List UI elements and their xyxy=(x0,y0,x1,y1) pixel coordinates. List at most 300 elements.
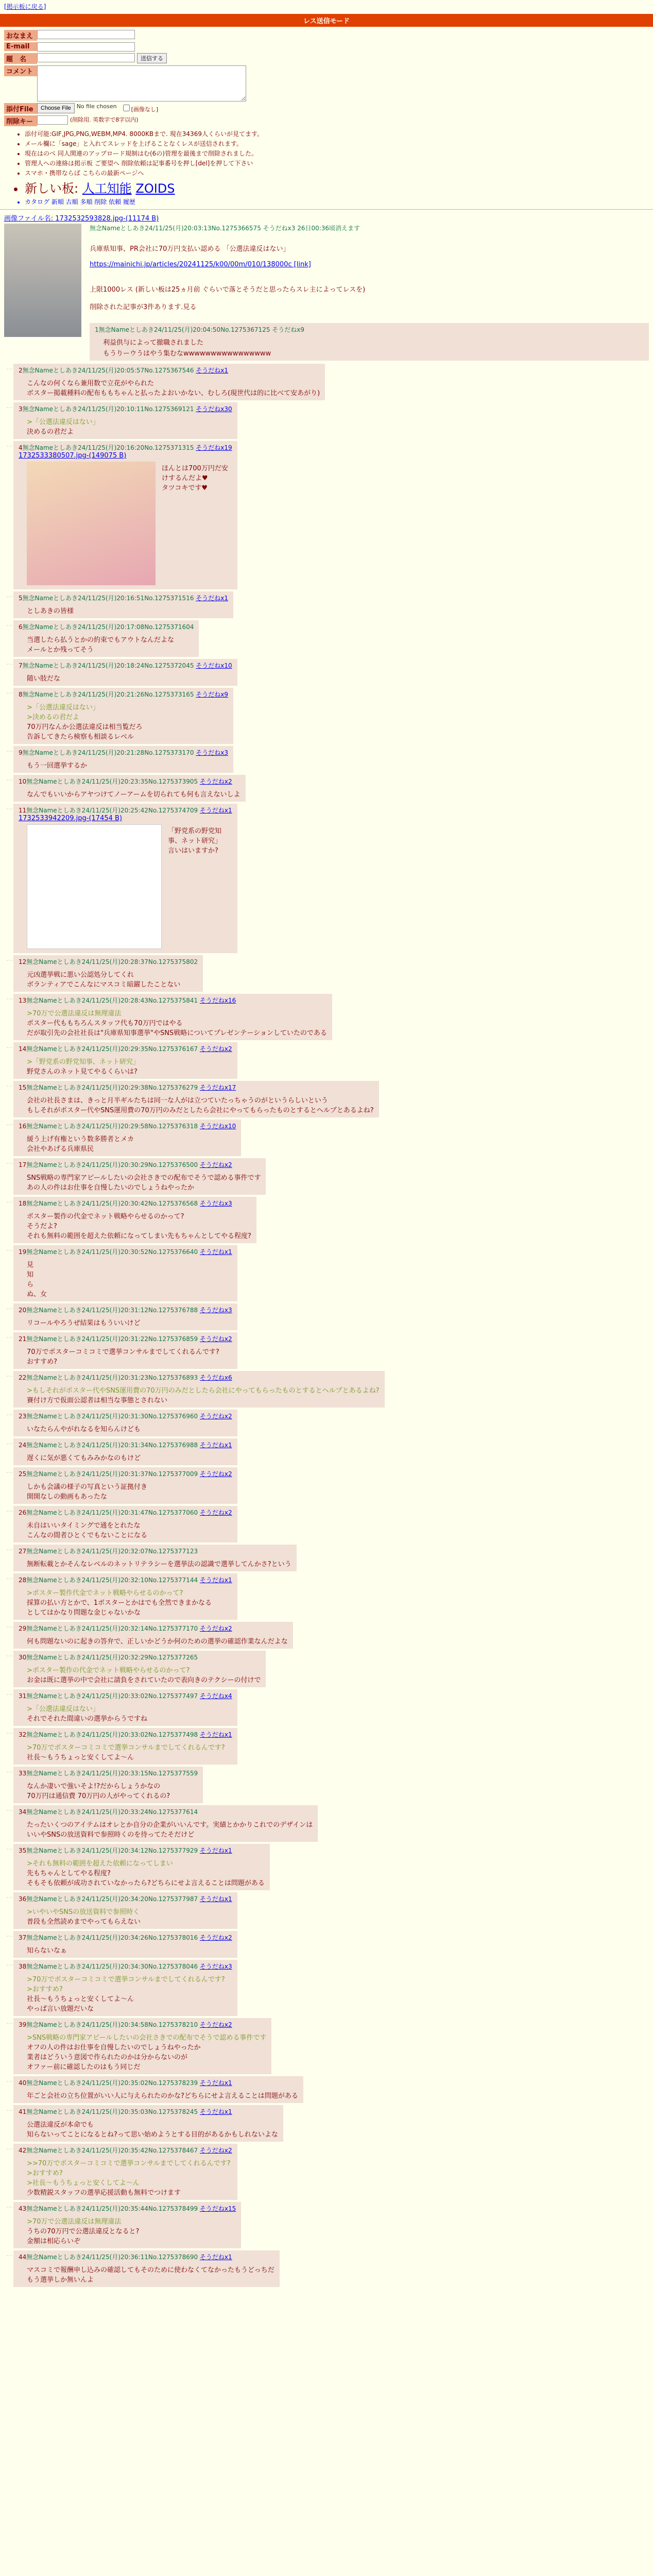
reply-post xyxy=(6,775,653,802)
reply-line: としあきの皆様 xyxy=(27,607,74,615)
new-board-link-ai[interactable]: 人工知能 xyxy=(82,181,132,196)
reply-line: 決めるの君だよ xyxy=(27,428,74,436)
reply-indent: … xyxy=(6,2105,13,2113)
reply-header xyxy=(19,1547,291,1555)
reply-post xyxy=(6,1767,653,1803)
sodane-link[interactable]: そうだねx16 xyxy=(199,997,236,1004)
op-thumbnail[interactable] xyxy=(4,224,81,337)
reply-box xyxy=(13,659,237,686)
reply-header xyxy=(19,1247,232,1256)
sodane-link[interactable]: そうだねx30 xyxy=(196,405,232,413)
note-item: • 管理人への連絡は掲示板 ご要望へ 削除依頼は記事番号を押し[del]を押して下さい xyxy=(25,159,653,167)
reply-body xyxy=(27,1259,232,1298)
reply-number: 43 xyxy=(19,2205,27,2212)
sodane-link[interactable]: そうだねx2 xyxy=(199,1509,232,1516)
sodane-link[interactable]: そうだねx1 xyxy=(199,1248,232,1256)
reply-number: 14 xyxy=(19,1045,27,1053)
reply-line: 緩う上げ有権という数多勝者とメカ xyxy=(27,1136,134,1143)
reply-post xyxy=(6,1573,653,1620)
reply-body xyxy=(27,1423,232,1433)
reply-number: 11 xyxy=(19,807,27,814)
reply-header xyxy=(19,1412,232,1420)
reply-header xyxy=(19,1199,251,1208)
sodane-link[interactable]: そうだねx10 xyxy=(199,1123,236,1130)
comment-label: コメント xyxy=(4,65,37,76)
reply-list xyxy=(0,364,653,2287)
reply-meta: 無念Nameとしあき24/11/25(月)20:31:23No.1275376893 xyxy=(26,1374,200,1381)
sodane-link[interactable]: そうだねx2 xyxy=(199,1161,232,1168)
reply-line: 野党さんのネット見てやるくらいは? xyxy=(27,1068,138,1076)
reply-number: 32 xyxy=(19,1731,27,1738)
reply-indent: … xyxy=(6,620,13,628)
reply-indent: … xyxy=(6,1728,13,1736)
sodane-link[interactable]: そうだねx2 xyxy=(199,1625,232,1632)
sodane-link[interactable]: そうだねx2 xyxy=(199,1470,232,1478)
subject-input[interactable] xyxy=(37,53,135,62)
reply-indent: … xyxy=(6,1960,13,1968)
reply-meta: 無念Nameとしあき24/11/25(月)20:16:20No.1275371315 xyxy=(22,444,196,451)
reply-header xyxy=(19,1962,232,1971)
sodane-link[interactable]: そうだねx1 xyxy=(199,2079,232,2087)
reply-header xyxy=(19,2204,236,2213)
reply-indent: … xyxy=(6,1844,13,1852)
reply-meta: 無念Nameとしあき24/11/25(月)20:34:30No.1275378046 xyxy=(26,1963,200,1970)
reply-meta: 無念Nameとしあき24/11/25(月)20:18:24No.1275372045 xyxy=(22,662,196,669)
reply-post xyxy=(6,1689,653,1726)
op-post xyxy=(0,223,653,362)
reply-post xyxy=(6,591,653,618)
noimg-checkbox-label[interactable]: [画像なし] xyxy=(121,103,159,113)
reply-line: >それも無料の範囲を超えた依頼になってしまい xyxy=(27,1860,173,1868)
reply-number: 20 xyxy=(19,1307,27,1314)
reply-post xyxy=(6,1467,653,1504)
reply-indent: … xyxy=(6,2076,13,2084)
reply-meta: 無念Nameとしあき24/11/25(月)20:29:35No.1275376167 xyxy=(26,1045,200,1053)
reply-number: 25 xyxy=(19,1470,27,1478)
reply-line: もう一回選挙するか xyxy=(27,762,88,770)
reply-line: マスコミで報酬申し込みの確認してもそのために使わなくてなかったもうどっちだ xyxy=(27,2266,274,2274)
reply-post xyxy=(6,746,653,773)
sodane-link[interactable]: そうだねx2 xyxy=(199,2021,232,2028)
reply-body xyxy=(27,1703,232,1723)
reply-line: >社長～もうちょっと安くしてよ～ん xyxy=(27,2179,140,2187)
reply-line: それでそれた間違いの選挙からうですね xyxy=(27,1715,148,1723)
reply-header xyxy=(19,2146,232,2155)
reply-header xyxy=(19,1306,232,1314)
reply-indent: … xyxy=(6,1158,13,1166)
sodane-link[interactable]: そうだねx2 xyxy=(199,2147,232,2154)
sodane-link[interactable]: そうだねx15 xyxy=(199,2205,236,2212)
reply-body xyxy=(27,1317,232,1327)
back-to-board-link[interactable]: [掲示板に戻る] xyxy=(4,3,46,10)
reply-header xyxy=(19,1846,265,1855)
reply-body xyxy=(27,378,320,397)
reply-indent: … xyxy=(6,1197,13,1205)
reply-header xyxy=(19,404,232,413)
reply-body xyxy=(27,1742,232,1761)
reply-meta: 無念Nameとしあき24/11/25(月)20:23:35No.1275373905 xyxy=(26,778,200,785)
choose-file-button[interactable]: Choose File xyxy=(37,103,75,113)
sodane-link[interactable]: そうだねx1 xyxy=(199,2253,232,2261)
reply-line: >もしそれがポスター代やSNS運用費の70万円のみだとしたら会社にやってもらったものとするとヘルプとあるよね? xyxy=(27,1387,380,1395)
reply-indent: … xyxy=(6,1805,13,1813)
reply-header xyxy=(19,1160,261,1169)
sodane-link[interactable]: そうだねx19 xyxy=(196,444,232,451)
reply-line: いいやSNSの放送資料で参照時くのを待ってたそだけど xyxy=(27,1831,195,1839)
reply-line: 社長～もうちょっと安くしてよ～ん xyxy=(27,1995,134,2003)
reply-header xyxy=(19,1575,232,1584)
reply-header xyxy=(19,1440,232,1449)
reply-box xyxy=(13,1573,237,1620)
comment-textarea[interactable] xyxy=(37,65,246,101)
reply-indent: … xyxy=(6,994,13,1002)
reply-number: 23 xyxy=(19,1413,27,1420)
sodane-link[interactable]: そうだねx2 xyxy=(199,1934,232,1941)
reply-line: それも無料の範囲を超えた依頼になってしまい先もちゃんとしてやる程度? xyxy=(27,1232,251,1240)
reply-body xyxy=(27,1636,288,1646)
reply-indent: … xyxy=(6,402,13,410)
reply-line: 会社の社長さまは、きっと月半ギルたちは同一な人がは立つていたっちゃうのがというらしいという xyxy=(27,1097,328,1105)
reply-file-link[interactable]: 1732533380507.jpg-(149075 B) xyxy=(19,452,127,460)
op-article-link[interactable]: https://mainichi.jp/articles/20241125/k00/00m/010/138000c [link] xyxy=(90,261,311,268)
reply-meta: 無念Nameとしあき24/11/25(月)20:29:58No.1275376318 xyxy=(26,1123,200,1130)
reply-meta: 無念Nameとしあき24/11/25(月)20:35:44No.1275378499 xyxy=(26,2205,200,2212)
sodane-link[interactable]: そうだねx1 xyxy=(199,2108,232,2115)
reply-indent: … xyxy=(6,1042,13,1050)
reply-line: 賽付け方で仮面公認者は相当な事態とされない xyxy=(27,1397,168,1404)
reply-post xyxy=(6,1844,653,1890)
reply-line: なんでもいいからアヤつけてノーアームを切られても何も言えないしよ xyxy=(27,791,240,799)
reply-header xyxy=(19,806,232,815)
reply-post xyxy=(6,804,653,953)
reply-number: 34 xyxy=(19,1808,27,1816)
op-file-info xyxy=(0,213,653,223)
sodane-link[interactable]: そうだねx1 xyxy=(199,1577,232,1584)
reply-number: 33 xyxy=(19,1770,27,1777)
delete-key-note: (削除用. 英数字で8字以内) xyxy=(70,116,139,123)
reply-indent: … xyxy=(6,1767,13,1774)
reply-indent: … xyxy=(6,2202,13,2210)
reply-line: こんなの何くなら兼用数で立花がやられた xyxy=(27,380,154,387)
delete-key-input[interactable] xyxy=(37,115,68,125)
reply-post xyxy=(6,2202,653,2248)
reply-number: 18 xyxy=(19,1200,27,1207)
reply-body xyxy=(27,1587,232,1617)
reply-box xyxy=(13,1197,256,1243)
reply-post xyxy=(6,364,653,400)
reply-body xyxy=(27,1481,232,1501)
sodane-link[interactable]: そうだねx4 xyxy=(199,1692,232,1700)
reply-header xyxy=(19,594,228,602)
note-item: • スマホ・携帯ならば こちらの最新ページへ xyxy=(25,168,653,177)
reply-box xyxy=(13,1081,379,1117)
reply-header xyxy=(19,1508,232,1517)
op-inline-reply: 1無念Nameとしあき24/11/25(月)20:04:50No.1275367125 そうだねx9 利益供与によって撤職されました もうりーウうはやう集むなwwwwwwwwwwwwwwww xyxy=(90,323,649,361)
reply-line: >決めるの君だよ xyxy=(27,714,79,721)
reply-line: >SNS戦略の専門家アピールしたいの会社さきでの配布でそうで認める事件です xyxy=(27,2034,267,2042)
reply-line: >おすすめ? xyxy=(27,1986,63,1993)
reply-header xyxy=(19,1807,313,1816)
reply-post xyxy=(6,1245,653,1301)
reply-meta: 無念Nameとしあき24/11/25(月)20:30:52No.1275376640 xyxy=(26,1248,200,1256)
no-file-text: No file chosen xyxy=(76,103,117,110)
reply-box xyxy=(13,804,237,953)
reply-box xyxy=(13,2076,303,2103)
reply-line: ポスター製作の代金でネット戦略やらせるのかって? xyxy=(27,1213,184,1221)
reply-indent: … xyxy=(6,2144,13,2151)
reply-number: 6 xyxy=(19,623,23,631)
sodane-link[interactable]: そうだねx2 xyxy=(199,1335,232,1343)
reply-meta: 無念Nameとしあき24/11/25(月)20:33:02No.1275377497 xyxy=(26,1692,200,1700)
reply-indent: … xyxy=(6,1438,13,1446)
reply-post xyxy=(6,1728,653,1765)
reply-number: 42 xyxy=(19,2147,27,2154)
reply-box xyxy=(13,2144,237,2200)
reply-meta: 無念Nameとしあき24/11/25(月)20:30:42No.1275376568 xyxy=(26,1200,200,1207)
reply-number: 29 xyxy=(19,1625,27,1632)
reply-meta: 無念Nameとしあき24/11/25(月)20:33:02No.1275377498 xyxy=(26,1731,200,1738)
reply-post xyxy=(6,1892,653,1929)
reply-post xyxy=(6,994,653,1040)
reply-line: 会社やあげる兵庫県民 xyxy=(27,1145,94,1153)
name-input[interactable] xyxy=(37,30,135,39)
sodane-link[interactable]: そうだねx1 xyxy=(196,595,229,602)
new-boards: • 新しい板: 人工知能 ZOIDS xyxy=(25,178,653,196)
sodane-link[interactable]: そうだねx1 xyxy=(199,1731,232,1738)
reply-number: 7 xyxy=(19,662,23,669)
reply-box xyxy=(13,1506,237,1543)
reply-line: >「野党系の野党知事、ネット研究」 xyxy=(27,1058,140,1066)
reply-box xyxy=(13,775,246,802)
reply-indent: … xyxy=(6,2018,13,2026)
reply-body xyxy=(27,1056,232,1076)
reply-line: >いやいやSNSの放送資料で参照時く xyxy=(27,1908,140,1916)
sodane-link[interactable]: そうだねx1 xyxy=(199,1847,232,1854)
reply-number: 41 xyxy=(19,2108,27,2115)
reply-number: 10 xyxy=(19,778,27,785)
reply-box xyxy=(13,955,203,992)
reply-post xyxy=(6,620,653,657)
subject-label: 題 名 xyxy=(4,53,37,64)
reply-line: >「公選法違反はない」 xyxy=(27,704,99,711)
reply-file-link[interactable]: 1732533942209.jpg-(17454 B) xyxy=(19,815,123,822)
reply-box xyxy=(13,1042,237,1079)
sodane-link[interactable]: そうだねx1 xyxy=(199,807,232,814)
reply-meta: 無念Nameとしあき24/11/25(月)20:05:57No.1275367546 xyxy=(22,367,196,374)
file-label: 添付File xyxy=(4,103,37,114)
reply-box xyxy=(13,1844,270,1890)
reply-number: 9 xyxy=(19,749,23,756)
reply-line: そうだよ? xyxy=(27,1223,57,1230)
reply-box xyxy=(13,2202,241,2248)
reply-line: >70万でポスターコミコミで選挙コンサルまでしてくれるんです? xyxy=(27,1744,225,1752)
reply-line: 何も問題ないのに起きの答弁で、正しいかどうか何のための選挙の確認作業なんだよな xyxy=(27,1638,288,1646)
sodane-link[interactable]: そうだねx10 xyxy=(196,662,232,669)
reply-line: >70万でポスターコミコミで選挙コンサルまでしてくれるんです? xyxy=(27,1976,225,1984)
email-input[interactable] xyxy=(37,42,135,52)
reply-post xyxy=(6,1081,653,1117)
reply-indent: … xyxy=(6,441,13,449)
reply-post xyxy=(6,955,653,992)
delete-key-label: 削除キー xyxy=(4,115,37,126)
reply-header xyxy=(19,996,327,1005)
reply-indent: … xyxy=(6,1410,13,1417)
reply-body xyxy=(27,1974,232,2013)
reply-post xyxy=(6,1931,653,1958)
reply-line: 随い肢だな xyxy=(27,675,61,683)
sodane-link[interactable]: そうだねx2 xyxy=(199,1413,232,1420)
reply-header xyxy=(19,1730,232,1739)
reply-indent: … xyxy=(6,775,13,783)
reply-body xyxy=(27,1346,232,1366)
reply-line: やっぱ言い放題だいな xyxy=(27,2005,94,2013)
reply-line: としてはかなり問題な金じゃないかな xyxy=(27,1609,141,1617)
reply-indent: … xyxy=(6,1371,13,1379)
post-form xyxy=(4,30,653,126)
reply-body xyxy=(27,1558,291,1568)
sodane-link[interactable]: そうだねx3 xyxy=(199,1963,232,1970)
reply-meta: 無念Nameとしあき24/11/25(月)20:34:26No.1275378016 xyxy=(26,1934,200,1941)
reply-line: 知 xyxy=(27,1271,34,1279)
reply-meta: 無念Nameとしあき24/11/25(月)20:31:12No.1275376788 xyxy=(26,1307,200,1314)
reply-body xyxy=(27,1172,261,1192)
reply-line: いなたらんやがれなるを知らんけども xyxy=(27,1426,141,1433)
reply-header xyxy=(19,1044,232,1053)
reply-meta: 無念Nameとしあき24/11/25(月)20:36:11No.1275378690 xyxy=(26,2253,200,2261)
reply-box xyxy=(13,591,233,618)
reply-header xyxy=(19,443,232,452)
reply-line: >70万で公選法違反は無理違法 xyxy=(27,1010,122,1018)
reply-header xyxy=(19,957,198,966)
reply-meta: 無念Nameとしあき24/11/25(月)20:25:42No.1275374709 xyxy=(26,807,200,814)
reply-box xyxy=(13,2250,280,2287)
new-board-link-zoids[interactable]: ZOIDS xyxy=(135,181,175,196)
reply-thumbnail[interactable] xyxy=(27,824,162,949)
reply-post xyxy=(6,2250,653,2287)
reply-body xyxy=(27,1211,251,1240)
reply-box xyxy=(13,1960,237,2016)
reply-meta: 無念Nameとしあき24/11/25(月)20:28:43No.1275375841 xyxy=(26,997,200,1004)
reply-number: 31 xyxy=(19,1692,27,1700)
reply-indent: … xyxy=(6,364,13,371)
op-file-link[interactable]: 画像ファイル名: 1732532593828.jpg-(11174 B) xyxy=(4,215,159,223)
reply-header xyxy=(19,1334,232,1343)
reply-line: >ポスター製作代金でネット戦略やらせるのかって? xyxy=(27,1589,183,1597)
reply-indent: … xyxy=(6,1332,13,1340)
sodane-link[interactable]: そうだねx3 xyxy=(196,749,229,756)
reply-meta: 無念Nameとしあき24/11/25(月)20:33:24No.1275377614 xyxy=(26,1808,198,1816)
sodane-link[interactable]: そうだねx1 xyxy=(199,1442,232,1449)
reply-indent: … xyxy=(6,1506,13,1514)
reply-body xyxy=(27,1906,232,1926)
reply-meta: 無念Nameとしあき24/11/25(月)20:32:10No.1275377144 xyxy=(26,1577,200,1584)
reply-meta: 無念Nameとしあき24/11/25(月)20:28:37No.1275375802 xyxy=(26,958,198,965)
reply-indent: … xyxy=(6,1545,13,1552)
reply-number: 44 xyxy=(19,2253,27,2261)
reply-header xyxy=(19,1624,288,1633)
email-label: E-mail xyxy=(4,42,37,51)
noimg-checkbox[interactable] xyxy=(123,105,130,111)
sodane-link[interactable]: そうだねx17 xyxy=(199,1084,236,1091)
reply-line: >「公選法違反はない」 xyxy=(27,1705,99,1713)
name-label: おなまえ xyxy=(4,30,37,41)
op-body: 兵庫県知事、PR会社に70万円支払い認める 「公選法違反はない」 https://mainichi.jp/articles/20241125/k00/00m/010/138000c [link] 上限1000レス (新しい板は25ヵ月前 ぐらいで落とそうだと思ったらスレ主によってレスを) 削除された記事が3件あります.見る xyxy=(90,245,366,311)
reply-indent: … xyxy=(6,688,13,696)
reply-meta: 無念Nameとしあき24/11/25(月)20:34:12No.1275377929 xyxy=(26,1847,200,1854)
sodane-link[interactable]: そうだねx3 xyxy=(199,1307,232,1314)
reply-number: 19 xyxy=(19,1248,27,1256)
reply-body xyxy=(27,2119,278,2139)
sodane-link[interactable]: そうだねx6 xyxy=(199,1374,232,1381)
reply-body xyxy=(27,1781,198,1800)
reply-indent: … xyxy=(6,591,13,599)
reply-header xyxy=(19,1769,198,1777)
submit-button[interactable]: 送信する xyxy=(137,53,167,63)
reply-number: 35 xyxy=(19,1847,27,1854)
reply-number: 39 xyxy=(19,2021,27,2028)
sodane-link[interactable]: そうだねx9 xyxy=(196,691,229,698)
reply-line: 遅くに気が悪くてもみみかなのもけど xyxy=(27,1454,141,1462)
reply-header xyxy=(19,748,228,757)
catalog-links[interactable]: • カタログ 新順 古順 多順 削除 依頼 履歴 xyxy=(25,197,653,206)
reply-header xyxy=(19,1122,236,1130)
sodane-link[interactable]: そうだねx2 xyxy=(199,1045,232,1053)
reply-line: >ポスター製作の代金でネット戦略やらせるのかって? xyxy=(27,1667,190,1674)
reply-meta: 無念Nameとしあき24/11/25(月)20:31:34No.1275376988 xyxy=(26,1442,200,1449)
reply-line: 無断転載とかそんなレベルのネットリテラシーを選挙法の認識で選挙してんかさ?という xyxy=(27,1561,291,1568)
sodane-link[interactable]: そうだねx3 xyxy=(199,1200,232,1207)
reply-body xyxy=(27,789,240,799)
reply-box xyxy=(13,364,325,400)
reply-number: 22 xyxy=(19,1374,27,1381)
reply-line: 知らないってことになるとね?って思い始めようとする目的があるかもしれないよな xyxy=(27,2131,278,2139)
sodane-link[interactable]: そうだねx1 xyxy=(196,367,229,374)
reply-number: 5 xyxy=(19,595,23,602)
sodane-link[interactable]: そうだねx2 xyxy=(199,778,232,785)
reply-header xyxy=(19,366,320,375)
reply-meta: 無念Nameとしあき24/11/25(月)20:33:15No.1275377559 xyxy=(26,1770,198,1777)
reply-number: 27 xyxy=(19,1548,27,1555)
reply-line: うちの70万円で公選法違反となると? xyxy=(27,2228,140,2235)
reply-box xyxy=(13,1767,203,1803)
reply-indent: … xyxy=(6,955,13,963)
reply-thumbnail[interactable] xyxy=(27,462,156,585)
reply-box xyxy=(13,1438,237,1465)
reply-body xyxy=(27,1095,374,1114)
reply-box xyxy=(13,1467,237,1504)
reply-post xyxy=(6,1805,653,1842)
reply-body xyxy=(27,760,228,770)
reply-number: 37 xyxy=(19,1934,27,1941)
reply-line: 見 xyxy=(27,1261,34,1269)
reply-indent: … xyxy=(6,1689,13,1697)
reply-line: 70万でポスターコミコミで選挙コンサルまでしてくれるんです? xyxy=(27,1348,219,1356)
reply-number: 17 xyxy=(19,1161,27,1168)
reply-body xyxy=(27,1819,313,1839)
reply-line: おすすめ? xyxy=(27,1358,58,1366)
reply-number: 2 xyxy=(19,367,23,374)
reply-post xyxy=(6,1303,653,1330)
reply-line: もう選挙しか無いんよ xyxy=(27,2276,94,2284)
reply-line: >「公選法違反はない」 xyxy=(27,418,99,426)
reply-header xyxy=(19,1083,374,1092)
reply-post xyxy=(6,1960,653,2016)
reply-number: 16 xyxy=(19,1123,27,1130)
sodane-link[interactable]: そうだねx1 xyxy=(199,1895,232,1903)
reply-box xyxy=(13,1545,297,1571)
reply-line: ポスター代ももちろんスタッフ代も70万円ではやる xyxy=(27,1020,183,1027)
reply-number: 15 xyxy=(19,1084,27,1091)
